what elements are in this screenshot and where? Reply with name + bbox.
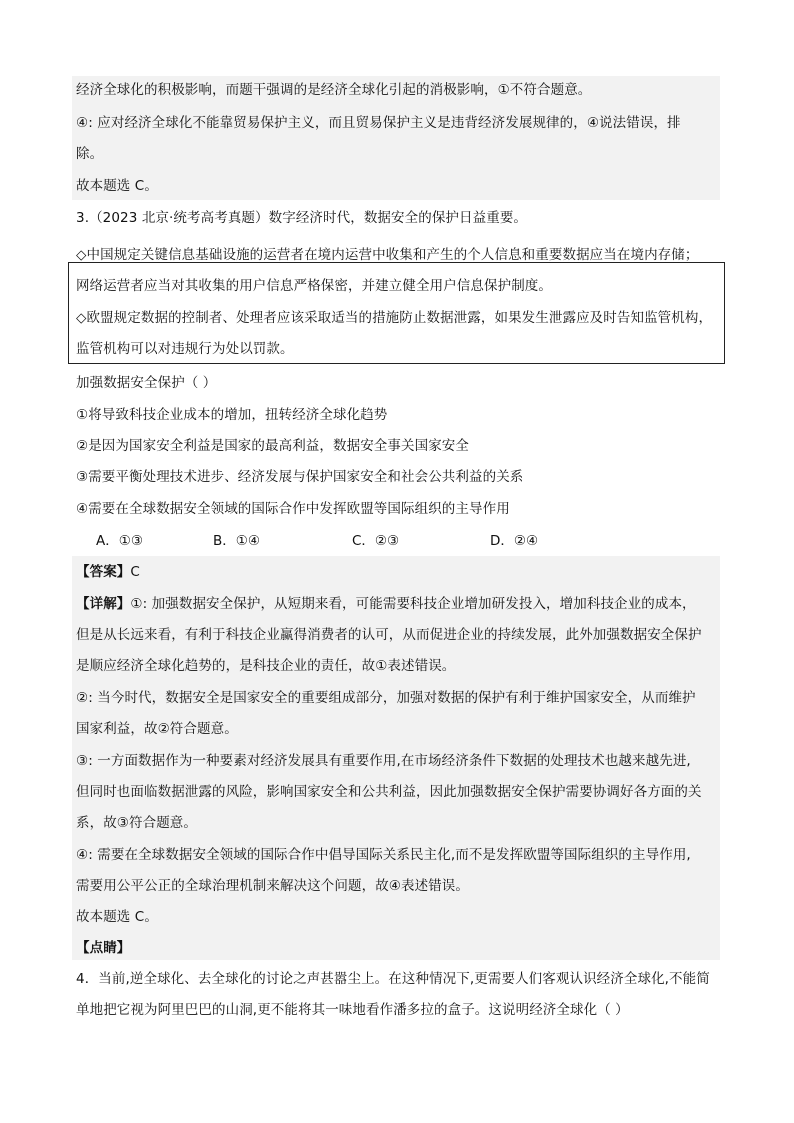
statement-item: ④需要在全球数据安全领域的国际合作中发挥欧盟等国际组织的主导作用 [76, 501, 510, 517]
statement-item: ③需要平衡处理技术进步、经济发展与保护国家安全和社会公共利益的关系 [76, 469, 524, 485]
detail-line: 是顺应经济全球化趋势的，是科技企业的责任，故①表述错误。 [76, 658, 456, 674]
option-c: C．②③ [352, 533, 400, 549]
material-box-line-4: 监管机构可以对违规行为处以罚款。 [76, 341, 294, 357]
question-4-line: 4．当前,逆全球化、去全球化的讨论之声甚嚣尘上。在这种情况下,更需要人们客观认识经济全球化,不能简 [76, 971, 710, 987]
detail-line: ④: 需要在全球数据安全领域的国际合作中倡导国际关系民主化,而不是发挥欧盟等国际组织的主导作用, [76, 847, 691, 863]
detail-line: 但是从长远来看，有利于科技企业赢得消费者的认可，从而促进企业的持续发展，此外加强数据安全保护 [76, 627, 702, 643]
material-box-line-2: 网络运营者应当对其收集的用户信息严格保密，并建立健全用户信息保护制度。 [76, 278, 552, 294]
statement-item: ②是因为国家安全利益是国家的最高利益，数据安全事关国家安全 [76, 438, 470, 454]
detail-line: 国家利益，故②符合题意。 [76, 721, 238, 737]
answer-label: 【答案】 [76, 564, 131, 580]
detail-line: 但同时也面临数据泄露的风险，影响国家安全和公共利益，因此加强数据安全保护需要协调好各方面的关 [76, 784, 702, 800]
question-3-stem: 3.（2023 北京·统考高考真题）数字经济时代，数据安全的保护日益重要。 [76, 210, 528, 226]
option-d: D．②④ [490, 533, 539, 549]
detail-label: 【详解】 [76, 596, 131, 612]
question-4-line: 单地把它视为阿里巴巴的山洞,更不能将其一味地看作潘多拉的盒子。这说明经济全球化（ ） [76, 1002, 629, 1018]
question-prompt: 加强数据安全保护（ ） [76, 375, 217, 391]
detail-line: ②: 当今时代，数据安全是国家安全的重要组成部分，加强对数据的保护有利于维护国家安全，从而维护 [76, 690, 696, 706]
detail-line: ③: 一方面数据作为一种要素对经济发展具有重要作用,在市场经济条件下数据的处理技术也越来越先进, [76, 753, 691, 769]
option-b: B．①④ [213, 533, 260, 549]
material-box-line-1: ◇中国规定关键信息基础设施的运营者在境内运营中收集和产生的个人信息和重要数据应当在境内存储； [76, 247, 699, 263]
option-a: A．①③ [96, 533, 143, 549]
conclusion-line: 故本题选 C。 [76, 178, 158, 194]
answer-line [76, 562, 140, 582]
explanation-line: 经济全球化的积极影响，而题干强调的是经济全球化引起的消极影响，①不符合题意。 [76, 82, 592, 98]
point-label: 【点睛】 [76, 940, 131, 956]
statement-item: ①将导致科技企业成本的增加，扭转经济全球化趋势 [76, 407, 388, 423]
explanation-line: 除。 [76, 146, 104, 162]
detail-line: 需要用公平公正的全球治理机制来解决这个问题，故④表述错误。 [76, 878, 470, 894]
explanation-line: ④: 应对经济全球化不能靠贸易保护主义，而且贸易保护主义是违背经济发展规律的，④说法错误，排 [76, 115, 681, 131]
detail-line [76, 594, 696, 614]
material-box-line-3: ◇欧盟规定数据的控制者、处理者应该采取适当的措施防止数据泄露，如果发生泄露应及时告知监管机构， [76, 310, 713, 326]
detail-line: 系，故③符合题意。 [76, 815, 198, 831]
answer-value: C [130, 564, 140, 580]
detail-text: ①: 加强数据安全保护，从短期来看，可能需要科技企业增加研发投入，增加科技企业的成本， [130, 596, 696, 612]
conclusion-line: 故本题选 C。 [76, 909, 158, 925]
